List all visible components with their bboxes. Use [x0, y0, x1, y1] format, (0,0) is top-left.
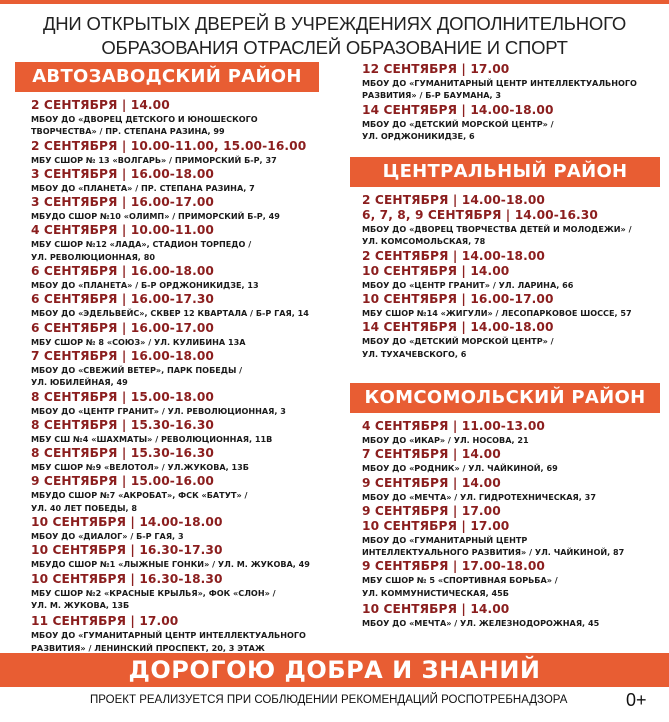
event-place: МБОУ ДО «ПЛАНЕТА» / ПР. СТЕПАНА РАЗИНА, 7: [31, 182, 255, 193]
event-date: 11 СЕНТЯБРЯ | 17.00: [31, 614, 179, 629]
event-date: 9 СЕНТЯБРЯ | 17.00: [362, 503, 501, 518]
event-item: [362, 559, 665, 599]
footer-note: ПРОЕКТ РЕАЛИЗУЕТСЯ ПРИ СОБЛЮДЕНИИ РЕКОМЕНДАЦИЙ РОСПОТРЕБНАДЗОРА: [90, 694, 568, 706]
event-date: 14 СЕНТЯБРЯ | 14.00-18.00: [362, 320, 554, 335]
event-list: [350, 193, 665, 360]
event-item: [31, 292, 335, 319]
event-item: [31, 321, 335, 348]
event-item: [31, 349, 335, 389]
event-date: 6 СЕНТЯБРЯ | 16.00-17.30: [31, 292, 214, 307]
event-item: [362, 602, 665, 629]
spacer: [350, 143, 665, 157]
event-item: [31, 446, 335, 473]
event-place: МБОУ ДО «ИКАР» / УЛ. НОСОВА, 21: [362, 434, 529, 445]
event-date: 10 СЕНТЯБРЯ | 17.00: [362, 518, 510, 533]
event-date: 3 СЕНТЯБРЯ | 16.00-17.00: [31, 195, 214, 210]
event-place: МБОУ ДО «МЕЧТА» / УЛ. ГИДРОТЕХНИЧЕСКАЯ, 37: [362, 491, 596, 502]
event-item: [31, 98, 335, 138]
event-item: [362, 249, 665, 291]
event-date: 10 СЕНТЯБРЯ | 14.00: [362, 263, 510, 278]
page-title: [0, 12, 669, 60]
event-date: 6 СЕНТЯБРЯ | 16.00-18.00: [31, 264, 214, 279]
event-place: МБУ СШОР № 8 «СОЮЗ» / УЛ. КУЛИБИНА 13А: [31, 336, 246, 347]
event-item: [31, 390, 335, 417]
event-address: УЛ. 40 ЛЕТ ПОБЕДЫ, 8: [31, 502, 137, 513]
title-line-1: ДНИ ОТКРЫТЫХ ДВЕРЕЙ В УЧРЕЖДЕНИЯХ ДОПОЛНИТЕЛЬНОГО: [42, 13, 627, 34]
age-rating-badge: 0+: [626, 690, 647, 710]
event-item: [31, 418, 335, 445]
event-place: МБОУ ДО «ДВОРЕЦ ДЕТСКОГО И ЮНОШЕСКОГО: [31, 114, 258, 124]
event-address: УЛ. М. ЖУКОВА, 13Б: [31, 599, 130, 610]
avtozavodsky-district-section: [15, 62, 335, 655]
district-header-centralny: ЦЕНТРАЛЬНЫЙ РАЙОН: [350, 157, 660, 187]
right-column: [350, 62, 665, 630]
event-place: МБУ СШОР № 5 «СПОРТИВНАЯ БОРЬБА» /: [362, 575, 558, 586]
event-item: [362, 320, 665, 360]
district-header-komsomolsky: КОМСОМОЛЬСКИЙ РАЙОН: [350, 383, 660, 413]
event-place: МБУ СШОР №2 «КРАСНЫЕ КРЫЛЬЯ», ФОК «СЛОН» /: [31, 587, 276, 598]
event-date: 7 СЕНТЯБРЯ | 16.00-18.00: [31, 348, 214, 363]
event-date: 10 СЕНТЯБРЯ | 14.00: [362, 602, 510, 617]
event-list: [15, 98, 335, 654]
event-date: 2 СЕНТЯБРЯ | 14.00-18.00: [362, 248, 545, 263]
event-item: [31, 474, 335, 514]
event-date: 12 СЕНТЯБРЯ | 17.00: [362, 62, 510, 76]
event-date: 6, 7, 8, 9 СЕНТЯБРЯ | 14.00-16.30: [362, 208, 598, 223]
event-date: 10 СЕНТЯБРЯ | 14.00-18.00: [31, 515, 223, 530]
district-header-avtozavodsky: АВТОЗАВОДСКИЙ РАЙОН: [15, 62, 319, 92]
event-date: 9 СЕНТЯБРЯ | 15.00-16.00: [31, 474, 214, 489]
event-item: [362, 419, 665, 446]
spacer: [350, 361, 665, 383]
event-date: 14 СЕНТЯБРЯ | 14.00-18.00: [362, 102, 554, 117]
event-item: [362, 62, 665, 102]
event-item: [31, 264, 335, 291]
event-address: ИНТЕЛЛЕКТУАЛЬНОГО РАЗВИТИЯ» / УЛ. ЧАЙКИНОЙ, 87: [362, 547, 625, 558]
event-item: [362, 103, 665, 143]
event-place: МБУ СШОР № 13 «ВОЛГАРЬ» / ПРИМОРСКИЙ Б-Р, 37: [31, 154, 277, 165]
event-place: МБУДО СШОР №7 «АКРОБАТ», ФСК «БАТУТ» /: [31, 490, 248, 501]
event-date: 4 СЕНТЯБРЯ | 10.00-11.00: [31, 223, 214, 238]
event-place: МБОУ ДО «РОДНИК» / УЛ. ЧАЙКИНОЙ, 69: [362, 463, 558, 474]
event-item: [31, 515, 335, 542]
event-address: УЛ. ОРДЖОНИКИДЗЕ, 6: [362, 130, 475, 141]
event-item: [31, 139, 335, 166]
event-place: МБОУ ДО «ДВОРЕЦ ТВОРЧЕСТВА ДЕТЕЙ И МОЛОДЕЖИ» /: [362, 224, 632, 235]
event-address: УЛ. ТУХАЧЕВСКОГО, 6: [362, 348, 467, 359]
event-date: 2 СЕНТЯБРЯ | 10.00-11.00, 15.00-16.00: [31, 138, 307, 153]
event-item: [31, 543, 335, 570]
event-list: [350, 419, 665, 629]
event-address: РАЗВИТИЯ» / Б-Р БАУМАНА, 3: [362, 90, 502, 101]
event-place: МБОУ ДО «ГУМАНИТАРНЫЙ ЦЕНТР ИНТЕЛЛЕКТУАЛЬНОГО: [31, 630, 306, 641]
footer-slogan-banner: ДОРОГОЮ ДОБРА И ЗНАНИЙ: [0, 653, 669, 687]
event-item: [362, 292, 665, 319]
komsomolsky-district-section: [350, 383, 665, 629]
event-item: [362, 447, 665, 474]
title-line-2: ОБРАЗОВАНИЯ ОТРАСЛЕЙ ОБРАЗОВАНИЕ И СПОРТ: [101, 37, 568, 58]
event-date: 10 СЕНТЯБРЯ | 16.00-17.00: [362, 292, 554, 307]
event-place: МБОУ ДО «ЭДЕЛЬВЕЙС», СКВЕР 12 КВАРТАЛА / Б-Р ГАЯ, 14: [31, 308, 309, 319]
event-item: [31, 223, 335, 263]
event-date: 6 СЕНТЯБРЯ | 16.00-17.00: [31, 320, 214, 335]
event-item: [31, 167, 335, 194]
event-date: 10 СЕНТЯБРЯ | 16.30-17.30: [31, 543, 223, 558]
event-place: МБОУ ДО «ЦЕНТР ГРАНИТ» / УЛ. ЛАРИНА, 66: [362, 279, 574, 290]
event-item: [362, 476, 665, 503]
event-place: МБОУ ДО «ДЕТСКИЙ МОРСКОЙ ЦЕНТР» /: [362, 336, 554, 347]
event-place: МБОУ ДО «СВЕЖИЙ ВЕТЕР», ПАРК ПОБЕДЫ /: [31, 364, 243, 375]
event-date: 3 СЕНТЯБРЯ | 16.00-18.00: [31, 166, 214, 181]
event-place: МБОУ ДО «ДЕТСКИЙ МОРСКОЙ ЦЕНТР» /: [362, 118, 554, 129]
event-place: МБОУ ДО «ЦЕНТР ГРАНИТ» / УЛ. РЕВОЛЮЦИОННАЯ, 3: [31, 405, 286, 416]
event-place: МБУ СШ №4 «ШАХМАТЫ» / РЕВОЛЮЦИОННАЯ, 11В: [31, 433, 273, 444]
event-item: [31, 195, 335, 222]
avtozavodsky-continued-list: [350, 62, 665, 142]
event-address: ТВОРЧЕСТВА» / ПР. СТЕПАНА РАЗИНА, 99: [31, 126, 225, 137]
event-date: 9 СЕНТЯБРЯ | 17.00-18.00: [362, 559, 545, 574]
event-place: МБУ СШОР №14 «ЖИГУЛИ» / ЛЕСОПАРКОВОЕ ШОССЕ, 57: [362, 308, 632, 319]
event-date: 8 СЕНТЯБРЯ | 15.30-16.30: [31, 417, 214, 432]
event-date: 8 СЕНТЯБРЯ | 15.30-16.30: [31, 446, 214, 461]
event-place: МБУДО СШОР №1 «ЛЫЖНЫЕ ГОНКИ» / УЛ. М. ЖУКОВА, 49: [31, 559, 310, 570]
event-date: 7 СЕНТЯБРЯ | 14.00: [362, 447, 501, 462]
top-accent-bar: [0, 0, 669, 4]
event-place: МБУ СШОР №12 «ЛАДА», СТАДИОН ТОРПЕДО /: [31, 239, 252, 250]
event-item: [31, 572, 335, 612]
event-place: МБОУ ДО «ГУМАНИТАРНЫЙ ЦЕНТР ИНТЕЛЛЕКТУАЛЬНОГО: [362, 78, 637, 88]
event-place: МБОУ ДО «ДИАЛОГ» / Б-Р ГАЯ, 3: [31, 531, 184, 542]
event-item: [31, 614, 335, 654]
event-place: МБОУ ДО «ПЛАНЕТА» / Б-Р ОРДЖОНИКИДЗЕ, 13: [31, 280, 259, 291]
event-date: 8 СЕНТЯБРЯ | 15.00-18.00: [31, 389, 214, 404]
event-place: МБУДО СШОР №10 «ОЛИМП» / ПРИМОРСКИЙ Б-Р, 49: [31, 211, 280, 222]
event-address: УЛ. КОМСОМОЛЬСКАЯ, 78: [362, 236, 486, 247]
event-date: 10 СЕНТЯБРЯ | 16.30-18.30: [31, 571, 223, 586]
event-date: 9 СЕНТЯБРЯ | 14.00: [362, 475, 501, 490]
event-item: [362, 193, 665, 248]
event-place: МБОУ ДО «МЕЧТА» / УЛ. ЖЕЛЕЗНОДОРОЖНАЯ, 45: [362, 618, 600, 629]
centralny-district-section: [350, 157, 665, 360]
event-address: УЛ. РЕВОЛЮЦИОННАЯ, 80: [31, 251, 155, 262]
event-address: УЛ. КОММУНИСТИЧЕСКАЯ, 45Б: [362, 587, 509, 598]
event-date: 2 СЕНТЯБРЯ | 14.00-18.00: [362, 193, 545, 208]
event-item: [362, 504, 665, 559]
event-date: 2 СЕНТЯБРЯ | 14.00: [31, 98, 170, 112]
event-address: УЛ. ЮБИЛЕЙНАЯ, 49: [31, 377, 128, 388]
event-place: МБОУ ДО «ГУМАНИТАРНЫЙ ЦЕНТР: [362, 534, 528, 545]
event-date: 4 СЕНТЯБРЯ | 11.00-13.00: [362, 418, 545, 433]
event-place: МБУ СШОР №9 «ВЕЛОТОЛ» / УЛ.ЖУКОВА, 13Б: [31, 462, 249, 473]
event-address: РАЗВИТИЯ» / ЛЕНИНСКИЙ ПРОСПЕКТ, 20, 3 ЭТАЖ: [31, 642, 265, 653]
